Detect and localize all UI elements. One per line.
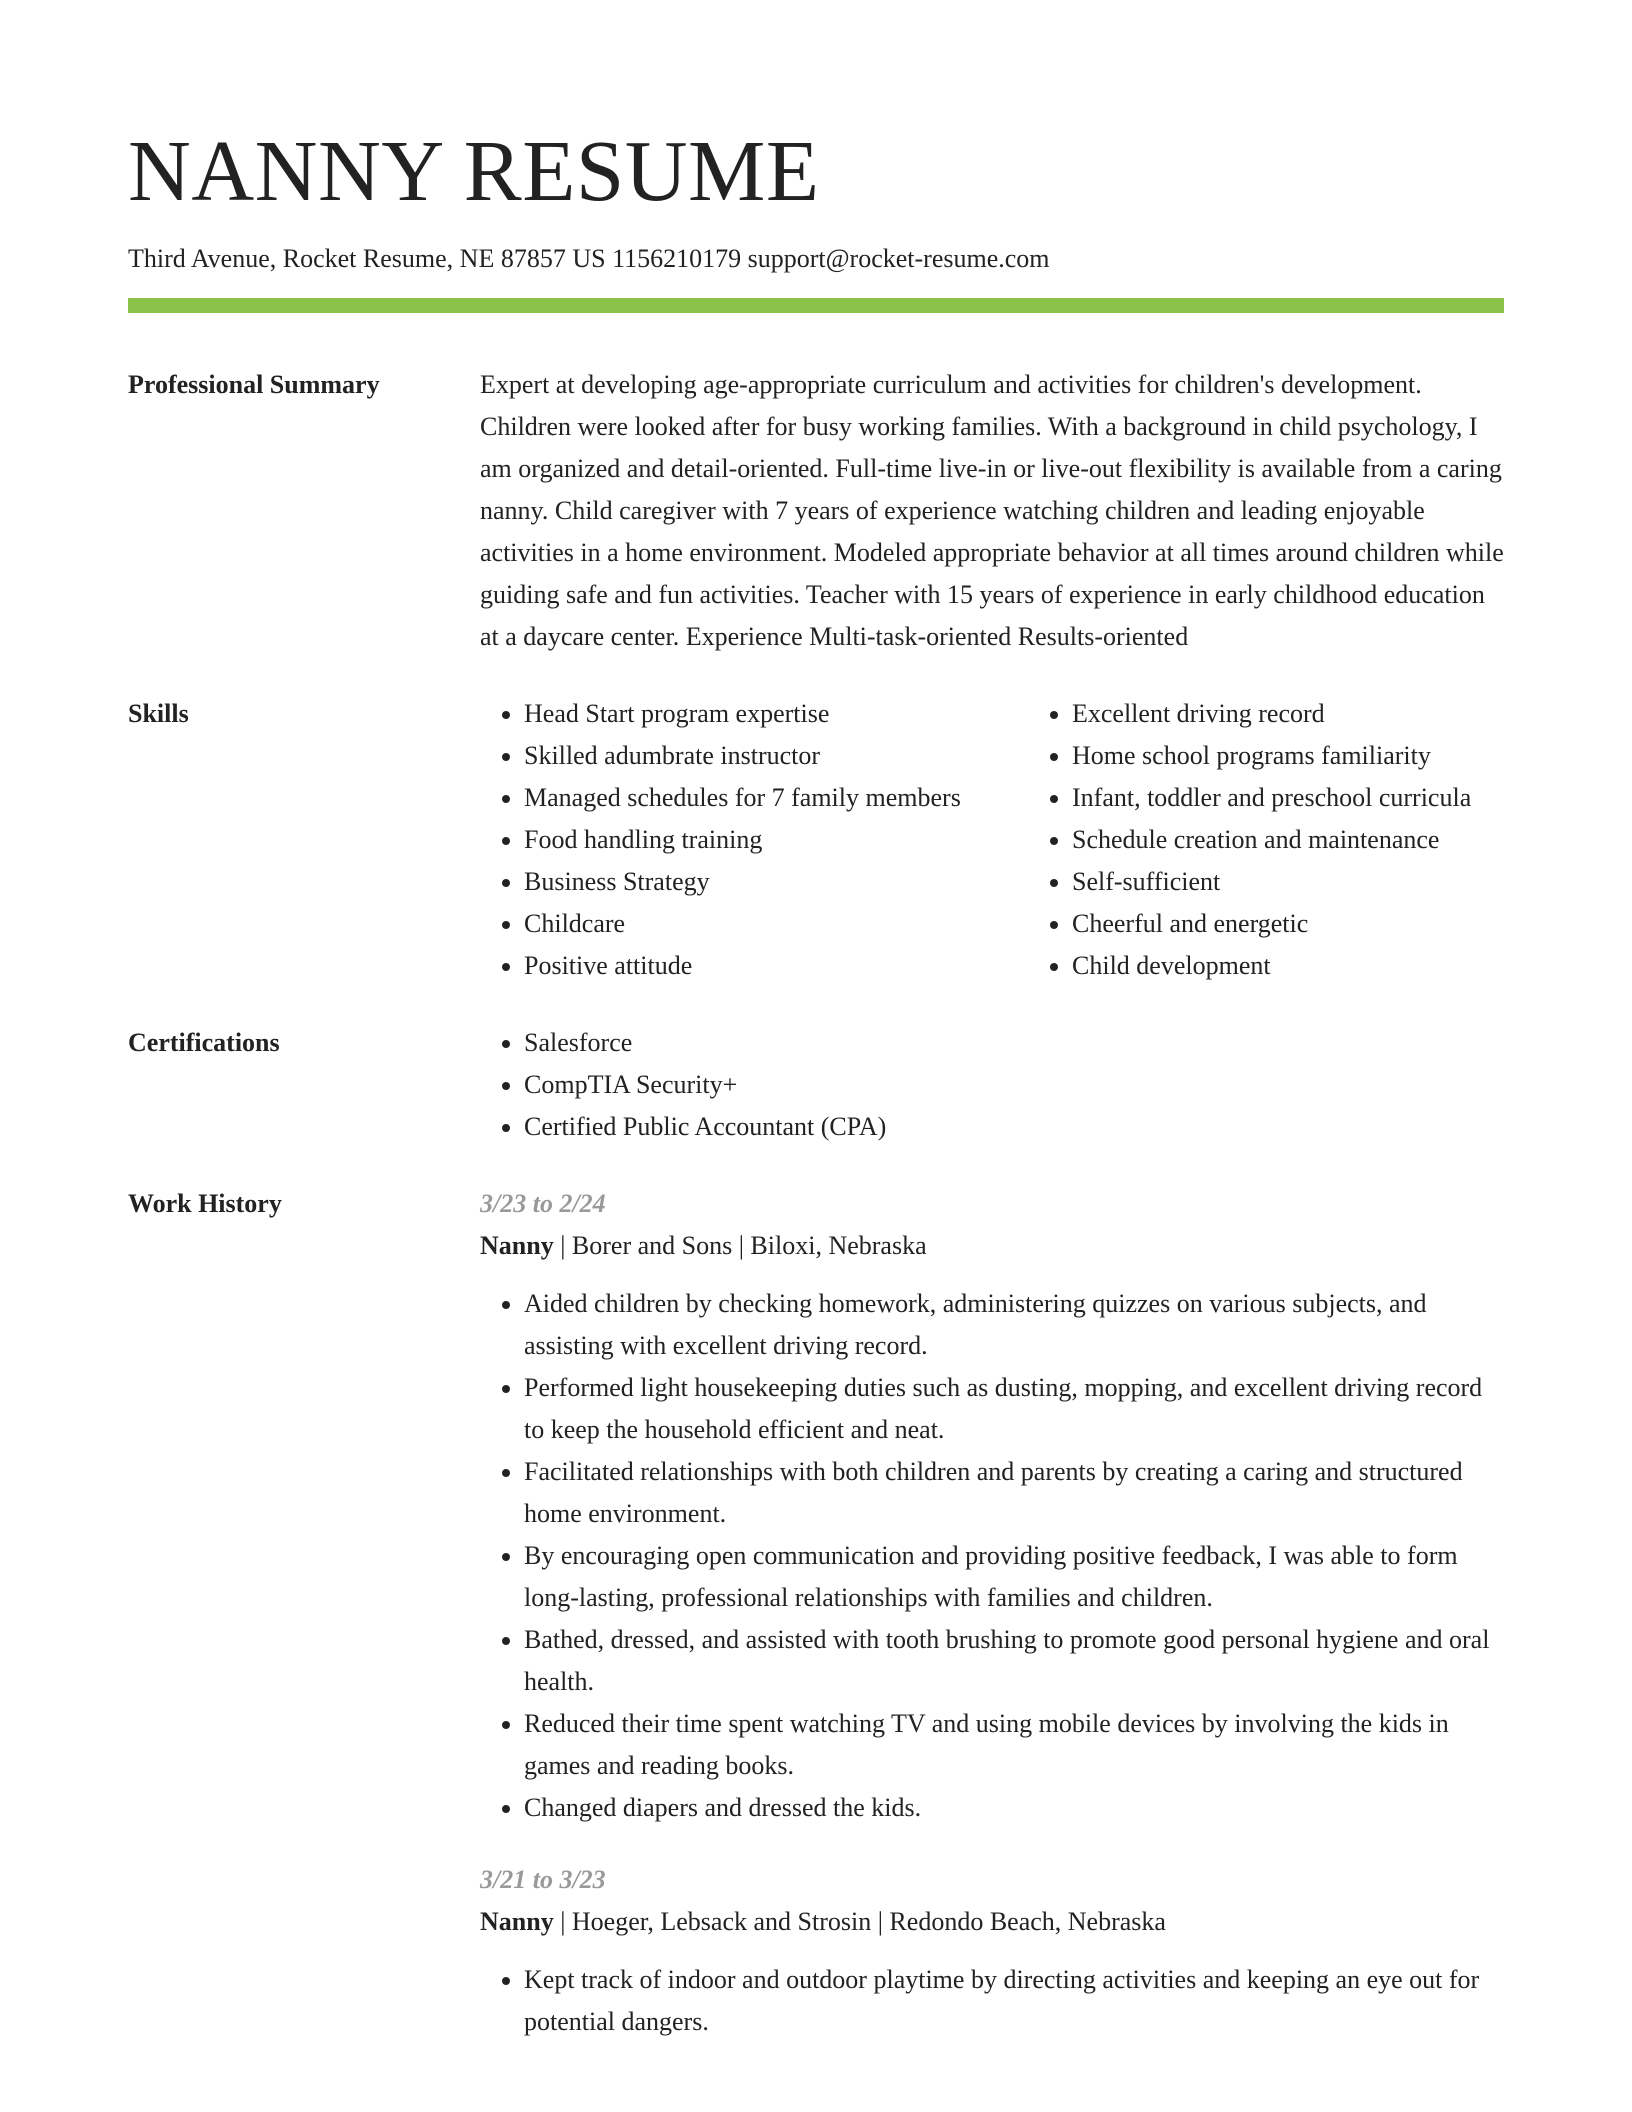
work-history-section [128, 1183, 1504, 2043]
skill-item: • Infant, toddler and preschool curricula [1072, 777, 1504, 819]
job-employer-location: | Hoeger, Lebsack and Strosin | Redondo Beach, Nebraska [553, 1907, 1166, 1936]
job-dates: 3/23 to 2/24 [480, 1189, 606, 1218]
contact-line [128, 242, 1504, 276]
certification-item: • Certified Public Accountant (CPA) [524, 1106, 1504, 1148]
job-duty: • Performed light housekeeping duties such as dusting, mopping, and excellent driving record to keep the household efficient and neat. [524, 1367, 1504, 1451]
resume-title: NANNY RESUME [128, 122, 820, 219]
job-role: Nanny [480, 1231, 554, 1260]
job-entry [480, 1183, 1504, 1829]
job-duty: • Reduced their time spent watching TV and using mobile devices by involving the kids in games and reading books. [524, 1703, 1504, 1787]
skills-body [480, 693, 1504, 987]
job-duty: • Changed diapers and dressed the kids. [524, 1787, 1504, 1829]
work-history-body [480, 1183, 1504, 2043]
contact-email: support@rocket-resume.com [747, 244, 1050, 273]
skill-item: • Cheerful and energetic [1072, 903, 1504, 945]
skill-item: • Positive attitude [524, 945, 1028, 987]
skill-item: • Self-sufficient [1072, 861, 1504, 903]
summary-text: Expert at developing age-appropriate curriculum and activities for children's development. Children were looked after for busy working families. With a background in child psychology, I am organized and detail-oriented. Full-time live-in or live-out flexibility is available from a caring nanny. Child caregiver with 7 years of experience watching children and leading enjoyable activities in a home environment. Modeled appropriate behavior at all times around children while guiding safe and fun activities. Teacher with 15 years of experience in early childhood education at a daycare center. Experience Multi-task-oriented Results-oriented [480, 370, 1504, 651]
job-dates: 3/21 to 3/23 [480, 1865, 606, 1894]
job-role: Nanny [480, 1907, 554, 1936]
job-duty: • Bathed, dressed, and assisted with tooth brushing to promote good personal hygiene and oral health. [524, 1619, 1504, 1703]
skill-item: • Skilled adumbrate instructor [524, 735, 1028, 777]
skill-item: • Business Strategy [524, 861, 1028, 903]
summary-body [480, 364, 1504, 658]
summary-section [128, 364, 1504, 658]
job-duties-list [480, 1959, 1504, 2043]
certifications-body [480, 1022, 1504, 1148]
job-entry [480, 1859, 1504, 2043]
certifications-list [480, 1022, 1504, 1148]
summary-heading: Professional Summary [128, 370, 380, 399]
skill-item: • Home school programs familiarity [1072, 735, 1504, 777]
skill-item: • Managed schedules for 7 family members [524, 777, 1028, 819]
skills-list-left [480, 693, 1028, 987]
header-divider [128, 298, 1504, 313]
skill-item: • Schedule creation and maintenance [1072, 819, 1504, 861]
certifications-heading: Certifications [128, 1028, 280, 1057]
skills-list-right [1028, 693, 1504, 987]
skill-item: • Head Start program expertise [524, 693, 1028, 735]
job-duty: • Facilitated relationships with both children and parents by creating a caring and structured home environment. [524, 1451, 1504, 1535]
certification-item: • Salesforce [524, 1022, 1504, 1064]
skill-item: • Food handling training [524, 819, 1028, 861]
contact-phone: 1156210179 [612, 244, 742, 273]
work-history-heading: Work History [128, 1189, 282, 1218]
skill-item: • Excellent driving record [1072, 693, 1504, 735]
resume-page [128, 0, 1504, 2043]
job-duty: • Kept track of indoor and outdoor playtime by directing activities and keeping an eye out for potential dangers. [524, 1959, 1504, 2043]
certification-item: • CompTIA Security+ [524, 1064, 1504, 1106]
job-employer-location: | Borer and Sons | Biloxi, Nebraska [553, 1231, 927, 1260]
contact-address: Third Avenue, Rocket Resume, NE 87857 US [128, 244, 606, 273]
skill-item: • Childcare [524, 903, 1028, 945]
skills-heading: Skills [128, 699, 189, 728]
skills-section [128, 693, 1504, 987]
job-title-line [480, 1901, 1504, 1943]
job-title-line [480, 1225, 1504, 1267]
job-duty: • By encouraging open communication and providing positive feedback, I was able to form long-lasting, professional relationships with families and children. [524, 1535, 1504, 1619]
job-duties-list [480, 1283, 1504, 1829]
certifications-section [128, 1022, 1504, 1148]
job-duty: • Aided children by checking homework, administering quizzes on various subjects, and assisting with excellent driving record. [524, 1283, 1504, 1367]
skill-item: • Child development [1072, 945, 1504, 987]
